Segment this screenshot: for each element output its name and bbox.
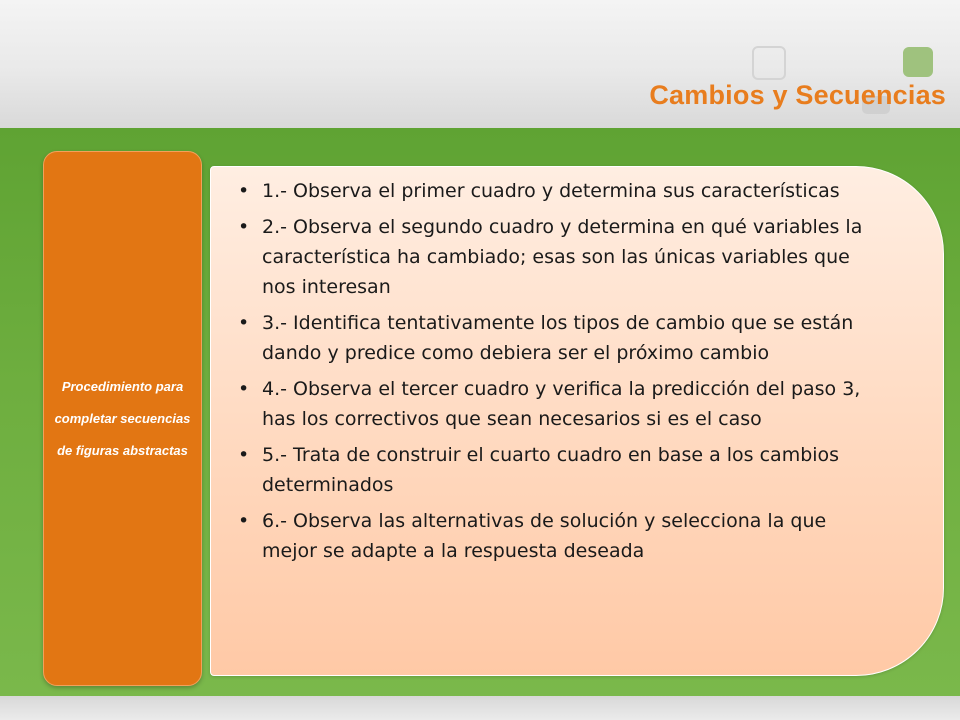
- slide-title: Cambios y Secuencias: [649, 80, 946, 110]
- green-square-icon: [903, 47, 933, 77]
- procedure-label-box: [43, 151, 202, 686]
- bullet-icon: •: [238, 378, 250, 400]
- steps-content-box: [210, 166, 944, 676]
- step-text: 2.- Observa el segundo cuadro y determina en qué variables la característica ha cambiado; esas son las únicas variables que nos interesan: [262, 216, 863, 298]
- list-item: [238, 176, 868, 206]
- bullet-icon: •: [238, 312, 250, 334]
- step-text: 4.- Observa el tercer cuadro y verifica la predicción del paso 3, has los correctivos que sean necesarios si es el caso: [262, 378, 861, 430]
- step-text: 6.- Observa las alternativas de solución y selecciona la que mejor se adapte a la respuesta deseada: [262, 510, 827, 562]
- step-text: 5.- Trata de construir el cuarto cuadro en base a los cambios determinados: [262, 444, 840, 496]
- step-text: 1.- Observa el primer cuadro y determina sus características: [262, 180, 840, 202]
- procedure-label-text: Procedimiento para completar secuencias de figuras abstractas: [54, 378, 191, 458]
- bullet-icon: •: [238, 216, 250, 238]
- list-item: [238, 308, 868, 368]
- list-item: [238, 506, 868, 566]
- outline-square-icon: [752, 46, 786, 80]
- bullet-icon: •: [238, 510, 250, 532]
- list-item: [238, 212, 868, 302]
- bullet-icon: •: [238, 180, 250, 202]
- list-item: [238, 374, 868, 434]
- step-text: 3.- Identifica tentativamente los tipos de cambio que se están dando y predice como debiera ser el próximo cambio: [262, 312, 854, 364]
- steps-list: [238, 176, 868, 572]
- bullet-icon: •: [238, 444, 250, 466]
- footer-band: [0, 696, 960, 720]
- list-item: [238, 440, 868, 500]
